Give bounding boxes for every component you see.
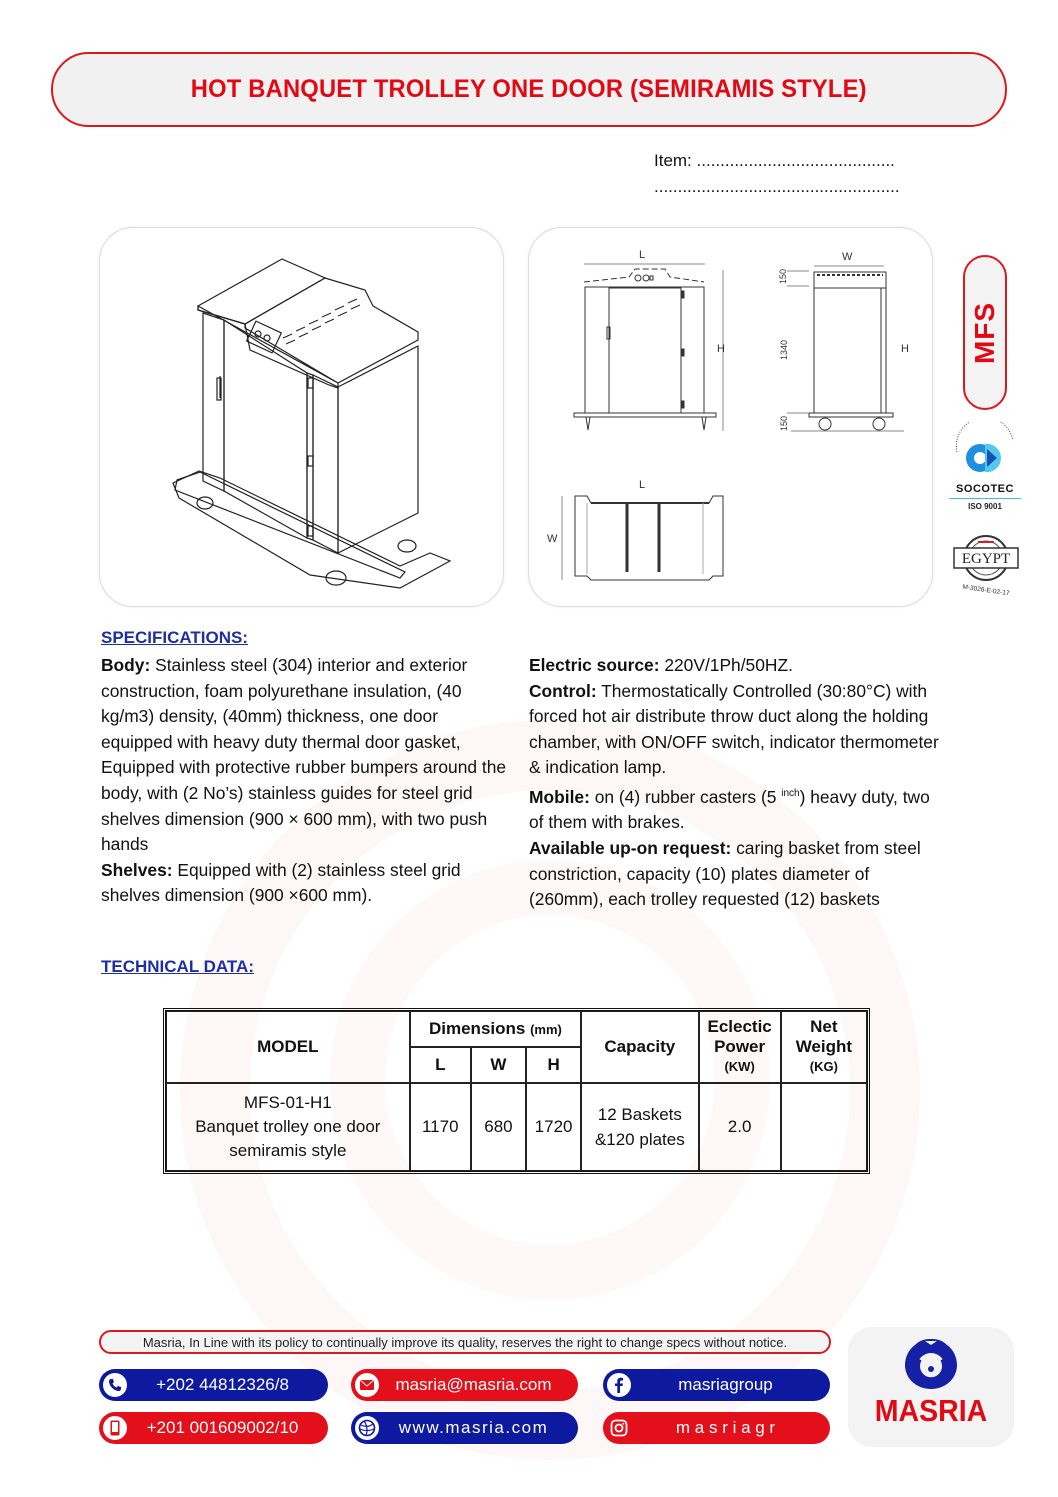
socotec-certification bbox=[945, 422, 1025, 511]
item-dots: .......................................... bbox=[696, 151, 895, 170]
item-dots-line-2: .................................................... bbox=[654, 177, 900, 196]
top-L-label: L bbox=[639, 479, 646, 491]
specifications-heading: SPECIFICATIONS: bbox=[101, 628, 249, 647]
mail-icon bbox=[355, 1373, 379, 1397]
table-row bbox=[166, 1083, 867, 1171]
cert-divider bbox=[949, 498, 1021, 499]
cell-weight bbox=[781, 1083, 867, 1171]
contact-facebook-text: masriagroup bbox=[678, 1375, 773, 1394]
page-title: HOT BANQUET TROLLEY ONE DOOR (SEMIRAMIS STYLE) bbox=[191, 75, 867, 103]
dimension-drawings-card bbox=[528, 227, 933, 607]
phone-icon bbox=[103, 1373, 127, 1397]
spec-mobile-unit: inch bbox=[781, 787, 800, 799]
front-L-label: L bbox=[639, 249, 646, 261]
col-weight-line2: Weight bbox=[795, 1037, 853, 1056]
spec-mobile bbox=[529, 781, 939, 836]
cell-model bbox=[166, 1083, 410, 1171]
specs-right-column bbox=[529, 653, 939, 913]
origin-code: M-3026-E-02-17 bbox=[962, 583, 1010, 596]
contact-email-text: masria@masria.com bbox=[395, 1375, 552, 1394]
spec-body-2: Equipped with protective rubber bumpers around the body, with (2 No’s) stainless guides for steel grid shelves dimension (900 × 600 mm), with two push hands bbox=[101, 757, 507, 855]
col-power-line1: Eclectic bbox=[707, 1017, 772, 1036]
cell-W: 680 bbox=[471, 1083, 526, 1171]
trolley-isometric-drawing bbox=[100, 228, 505, 608]
egypt-seal-icon bbox=[948, 530, 1024, 596]
top-view bbox=[562, 496, 723, 580]
spec-control bbox=[529, 679, 939, 781]
product-isometric-card bbox=[99, 227, 504, 607]
spec-shelves-text: Equipped with (2) stainless steel grid shelves dimension (900 ×600 mm). bbox=[101, 859, 461, 906]
col-power bbox=[699, 1011, 781, 1083]
technical-data-table bbox=[163, 1008, 870, 1174]
dimension-drawings bbox=[529, 228, 934, 608]
model-desc-1: Banquet trolley one door bbox=[195, 1117, 381, 1136]
disclaimer-banner: Masria, In Line with its policy to continually improve its quality, reserves the right to change specs without notice. bbox=[99, 1330, 831, 1354]
col-dimensions-label: Dimensions bbox=[428, 1019, 526, 1038]
cell-L: 1170 bbox=[410, 1083, 471, 1171]
col-power-line2: Power bbox=[714, 1037, 766, 1056]
spec-body-label: Body: bbox=[101, 655, 151, 675]
col-power-unit: (KW) bbox=[724, 1059, 755, 1074]
col-dimensions bbox=[410, 1011, 581, 1047]
facebook-icon bbox=[607, 1373, 631, 1397]
contact-website-text: www.masria.com bbox=[398, 1418, 549, 1437]
title-banner bbox=[51, 52, 1007, 127]
capacity-line1: 12 Baskets bbox=[597, 1105, 682, 1124]
front-view bbox=[574, 264, 723, 431]
series-badge bbox=[963, 255, 1007, 410]
specs-left-column bbox=[101, 653, 511, 909]
cell-capacity bbox=[581, 1083, 698, 1171]
instagram-icon bbox=[607, 1416, 631, 1440]
model-code: MFS-01-H1 bbox=[243, 1093, 332, 1112]
masria-logo bbox=[848, 1327, 1014, 1447]
front-H-label: H bbox=[717, 343, 725, 355]
masria-emblem-icon bbox=[901, 1335, 961, 1391]
item-field bbox=[654, 148, 900, 200]
contact-phone[interactable] bbox=[99, 1369, 328, 1401]
globe-icon bbox=[355, 1416, 379, 1440]
col-W: W bbox=[471, 1047, 526, 1083]
col-L: L bbox=[410, 1047, 471, 1083]
spec-mobile-text-a: on (4) rubber casters (5 bbox=[589, 786, 782, 807]
col-capacity: Capacity bbox=[581, 1011, 698, 1083]
contact-phone-text: +202 44812326/8 bbox=[156, 1375, 289, 1394]
contact-facebook[interactable] bbox=[603, 1369, 830, 1401]
spec-control-label: Control: bbox=[529, 680, 597, 701]
spec-shelves-label: Shelves: bbox=[101, 859, 173, 880]
col-weight-line1: Net bbox=[810, 1017, 838, 1036]
cert-name: SOCOTEC bbox=[956, 483, 1014, 495]
spec-shelves bbox=[101, 858, 511, 909]
cert-standard: ISO 9001 bbox=[968, 502, 1002, 511]
made-in-egypt-seal bbox=[948, 530, 1024, 596]
origin-text: EGYPT bbox=[961, 551, 1011, 567]
spec-electric bbox=[529, 653, 939, 679]
series-code: MFS bbox=[969, 301, 1001, 364]
cell-H: 1720 bbox=[526, 1083, 581, 1171]
spec-request-label: Available up-on request: bbox=[529, 837, 732, 858]
spec-request-text: caring basket from steel constriction, capacity (10) plates diameter of (260mm), each trolley requested (12) baskets bbox=[529, 837, 921, 910]
contact-website[interactable] bbox=[351, 1412, 578, 1444]
col-weight bbox=[781, 1011, 867, 1083]
spec-mobile-text-b: ) heavy duty, two of them with brakes. bbox=[529, 786, 930, 833]
spec-body-text: Stainless steel (304) interior and exterior construction, foam polyurethane insulation, (40 kg/m3) density, (40mm) thickness, one door equipped with heavy duty thermal door gasket, bbox=[101, 655, 468, 752]
contact-instagram[interactable] bbox=[603, 1412, 830, 1444]
side-150-bottom-label: 150 bbox=[779, 415, 789, 431]
cell-power: 2.0 bbox=[699, 1083, 781, 1171]
col-model: MODEL bbox=[166, 1011, 410, 1083]
side-1340-label: 1340 bbox=[779, 339, 789, 360]
brand-wordmark: MASRIA bbox=[874, 1393, 988, 1428]
top-W-label: W bbox=[547, 533, 558, 545]
spec-mobile-label: Mobile: bbox=[529, 786, 590, 807]
spec-electric-text: 220V/1Ph/50HZ. bbox=[659, 655, 793, 675]
side-150-top-label: 150 bbox=[778, 268, 788, 284]
spec-control-text: Thermostatically Controlled (30:80°C) with forced hot air distribute throw duct along the holding chamber, with ON/OFF switch, indicator thermometer & indication lamp. bbox=[529, 680, 939, 778]
capacity-line2: &120 plates bbox=[594, 1130, 685, 1149]
spec-electric-label: Electric source: bbox=[529, 655, 660, 675]
contact-mobile-text: +201 001609002/10 bbox=[146, 1418, 299, 1437]
contact-mobile[interactable] bbox=[99, 1412, 328, 1444]
socotec-logo-icon bbox=[945, 422, 1025, 478]
spec-request bbox=[529, 836, 939, 913]
contact-email[interactable] bbox=[351, 1369, 578, 1401]
item-label: Item: bbox=[654, 151, 692, 170]
col-H: H bbox=[526, 1047, 581, 1083]
side-H-label: H bbox=[901, 343, 909, 355]
spec-body bbox=[101, 653, 511, 755]
side-W-label: W bbox=[842, 251, 853, 263]
contact-instagram-text: m a s r i a g r bbox=[675, 1418, 776, 1437]
side-view bbox=[787, 266, 904, 431]
model-desc-2: semiramis style bbox=[229, 1141, 347, 1160]
technical-data-heading: TECHNICAL DATA: bbox=[101, 957, 254, 976]
mobile-icon bbox=[103, 1416, 127, 1440]
col-dimensions-unit: (mm) bbox=[530, 1022, 562, 1037]
col-weight-unit: (KG) bbox=[809, 1059, 838, 1074]
